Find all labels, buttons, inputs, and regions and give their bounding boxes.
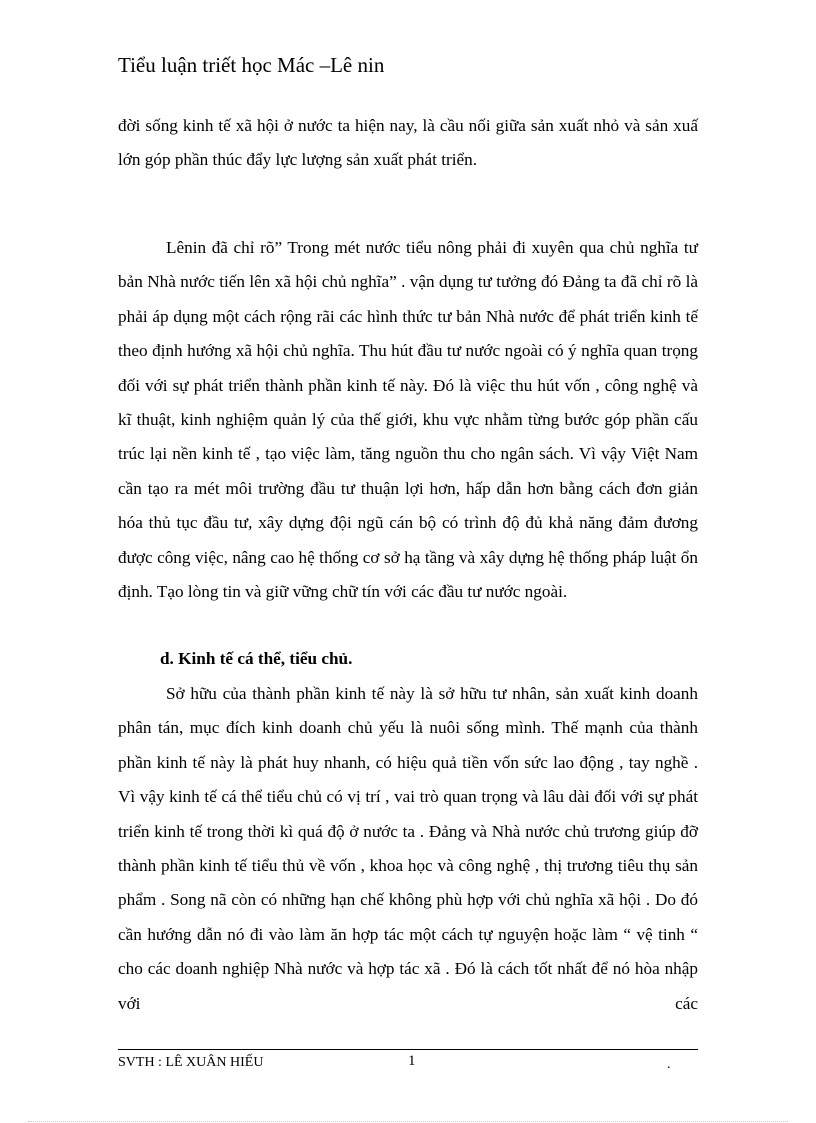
footer-page-number: 1 [408,1053,416,1069]
footer-author: SVTH : LÊ XUÂN HIẾU [118,1055,264,1070]
section-heading: d. Kinh tế cá thể, tiểu chủ. [160,649,353,668]
footer-divider [118,1049,698,1050]
page-bottom-border [28,1121,788,1122]
paragraph-lenin-quote: Lênin đã chỉ rõ” Trong mét nước tiểu nông phải đi xuyên qua chủ nghĩa tư bản Nhà nước tiến lên xã hội chủ nghĩa” . vận dụng tư tưởng đó Đảng ta đã chỉ rõ là phải áp dụng một cách rộng rãi các hình thức tư bản Nhà nước để phát triển kinh tế theo định hướng xã hội chủ nghĩa. Thu hút đầu tư nước ngoài có ý nghĩa quan trọng đối với sự phát triển thành phần kinh tế này. Đó là việc thu hút vốn , công nghệ và kĩ thuật, kinh nghiệm quản lý của thế giới, khu vực nhằm từng bước góp phần cấu trúc lại nền kinh tế , tạo việc làm, tăng nguồn thu cho ngân sách. Vì vậy Việt Nam cần tạo ra mét môi trường đầu tư thuận lợi hơn, hấp dẫn hơn bằng cách đơn giản hóa thủ tục đầu tư, xây dựng đội ngũ cán bộ có trình độ đủ khả năng đảm đương được công việc, nâng cao hệ thống cơ sở hạ tầng và xây dựng hệ thống pháp luật ổn định. Tạo lòng tin và giữ vững chữ tín với các đầu tư nước ngoài. [118,238,698,602]
paragraph-individual-economy: Sở hữu của thành phần kinh tế này là sở hữu tư nhân, sản xuất kinh doanh phân tán, mục đích kinh doanh chủ yếu là nuôi sống mình. Thế mạnh của thành phần kinh tế này là phát huy nhanh, có hiệu quả tiền vốn sức lao động , tay nghề . Vì vậy kinh tế cá thể tiểu chủ có vị trí , vai trò quan trọng và lâu dài đối với sự phát triển kinh tế trong thời kì quá độ ở nước ta . Đảng và Nhà nước chủ trương giúp đỡ thành phần kinh tế tiểu thủ về vốn , khoa học và công nghệ , thị trương tiêu thụ sản phẩm . Song nã còn có những hạn chế không phù hợp với chủ nghĩa xã hội . Do đó cần hướng dẫn nó đi vào làm ăn hợp tác một cách tự nguyện hoặc làm “ vệ tinh “ cho các doanh nghiệp Nhà nước và hợp tác xã . Đó là cách tốt nhất để nó hòa nhập với các [118,684,698,1013]
footer-trailing-mark: . [667,1057,671,1072]
paragraph-continuation: đời sống kinh tế xã hội ở nước ta hiện nay, là cầu nối giữa sản xuất nhỏ và sản xuấ lớn góp phần thúc đẩy lực lượng sản xuất phát triển. [118,116,698,170]
document-header-title: Tiểu luận triết học Mác –Lê nin [118,53,385,77]
